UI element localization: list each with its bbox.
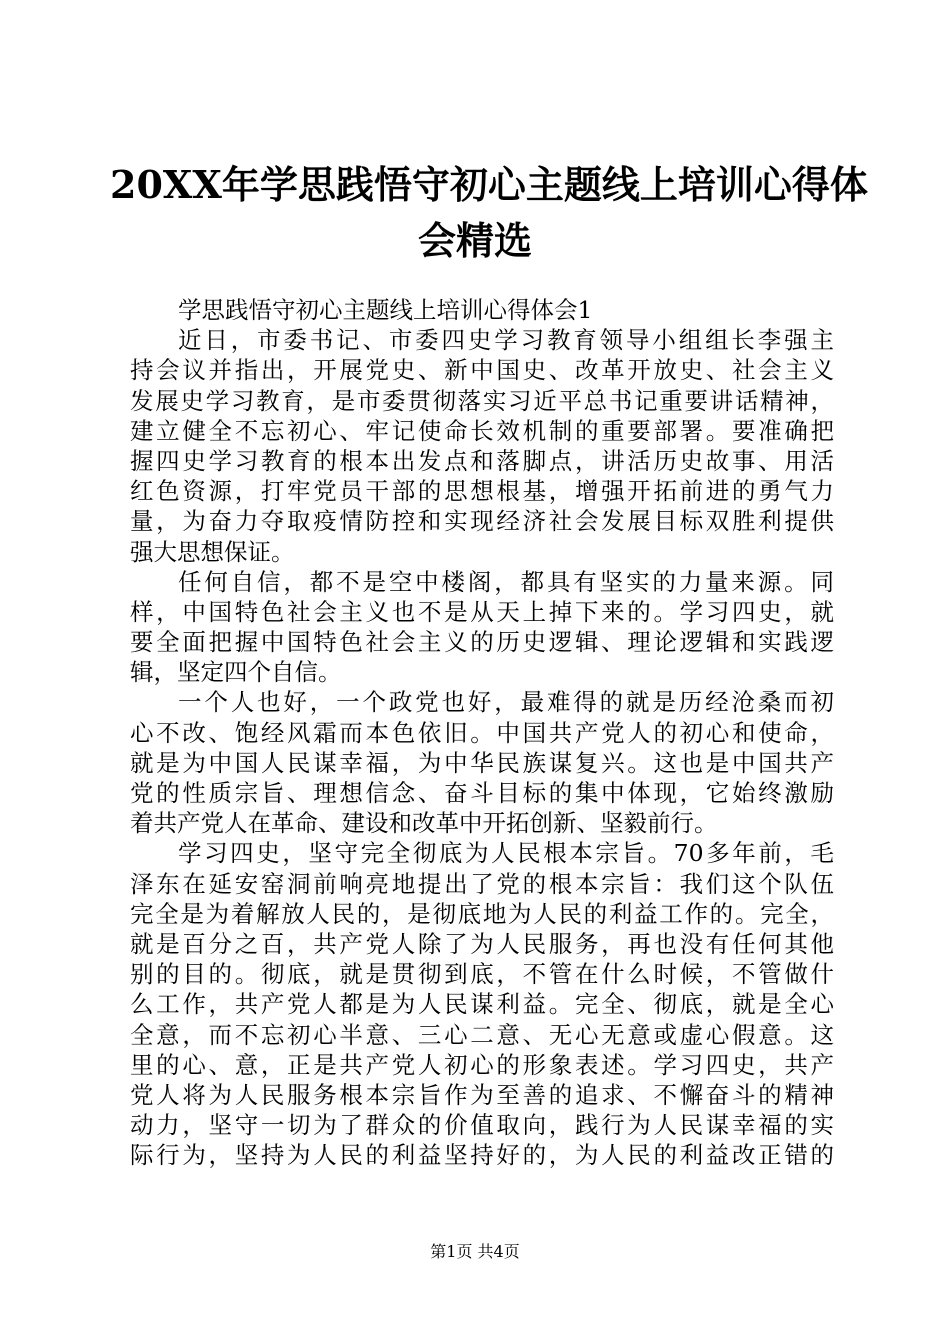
body-text-line: 心不改、饱经风霜而本色依旧。中国共产党人的初心和使命， bbox=[130, 718, 834, 747]
body-text-line: 强大思想保证。 bbox=[130, 537, 295, 566]
body-text-line: 辑，坚定四个自信。 bbox=[130, 658, 342, 687]
body-text-line: 全意，而不忘初心半意、三心二意、无心无意或虚心假意。这 bbox=[130, 1020, 834, 1049]
body-text-line: 着共产党人在革命、建设和改革中开拓创新、坚毅前行。 bbox=[130, 809, 718, 838]
body-text-line: 持会议并指出，开展党史、新中国史、改革开放史、社会主义 bbox=[130, 356, 834, 385]
body-text-line: 里的心、意，正是共产党人初心的形象表述。学习四史，共产 bbox=[130, 1050, 834, 1079]
body-text-line: 红色资源，打牢党员干部的思想根基，增强开拓前进的勇气力 bbox=[130, 477, 834, 506]
body-text-line: 党的性质宗旨、理想信念、奋斗目标的集中体现，它始终激励 bbox=[130, 779, 834, 807]
body-text-line: 量，为奋力夺取疫情防控和实现经济社会发展目标双胜利提供 bbox=[130, 507, 834, 536]
page-footer: 第1页 共4页 bbox=[430, 1242, 520, 1261]
body-text-line: 党人将为人民服务根本宗旨作为至善的追求、不懈奋斗的精神 bbox=[130, 1080, 834, 1109]
body-text-line: 么工作，共产党人都是为人民谋利益。完全、彻底，就是全心 bbox=[130, 990, 834, 1019]
body-text-line: 要全面把握中国特色社会主义的历史逻辑、理论逻辑和实践逻 bbox=[130, 628, 834, 657]
body-text-line: 就是为中国人民谋幸福，为中华民族谋复兴。这也是中国共产 bbox=[130, 748, 834, 777]
body-text-line: 发展史学习教育，是市委贯彻落实习近平总书记重要讲话精神， bbox=[130, 386, 834, 415]
document-body bbox=[130, 295, 834, 1170]
body-text-line: 别的目的。彻底，就是贯彻到底，不管在什么时候，不管做什 bbox=[130, 960, 834, 989]
body-text-line: 际行为，坚持为人民的利益坚持好的，为人民的利益改正错的 bbox=[130, 1141, 834, 1170]
document-title-line-2: 会精选 bbox=[417, 218, 532, 263]
body-text-line: 一个人也好，一个政党也好，最难得的就是历经沧桑而初 bbox=[178, 688, 834, 717]
body-text-line: 就是百分之百，共产党人除了为人民服务，再也没有任何其他 bbox=[130, 929, 834, 958]
body-text-line: 完全是为着解放人民的，是彻底地为人民的利益工作的。完全， bbox=[130, 899, 834, 928]
body-text-line: 泽东在延安窑洞前响亮地提出了党的根本宗旨：我们这个队伍 bbox=[130, 869, 834, 898]
body-text-line: 动力，坚守一切为了群众的价值取向，践行为人民谋幸福的实 bbox=[130, 1111, 834, 1140]
document-title-line-1: 20XX年学思践悟守初心主题线上培训心得体 bbox=[110, 162, 868, 207]
body-text-line: 建立健全不忘初心、牢记使命长效机制的重要部署。要准确把 bbox=[130, 416, 834, 445]
body-text-line: 学思践悟守初心主题线上培训心得体会1 bbox=[178, 296, 593, 324]
body-text-line: 握四史学习教育的根本出发点和落脚点，讲活历史故事、用活 bbox=[130, 446, 834, 475]
body-text-line: 近日，市委书记、市委四史学习教育领导小组组长李强主 bbox=[178, 326, 834, 355]
body-text-line: 任何自信，都不是空中楼阁，都具有坚实的力量来源。同 bbox=[178, 567, 834, 596]
body-text-line: 样，中国特色社会主义也不是从天上掉下来的。学习四史，就 bbox=[130, 597, 834, 626]
body-text-line: 学习四史，坚守完全彻底为人民根本宗旨。70多年前，毛 bbox=[178, 839, 834, 868]
